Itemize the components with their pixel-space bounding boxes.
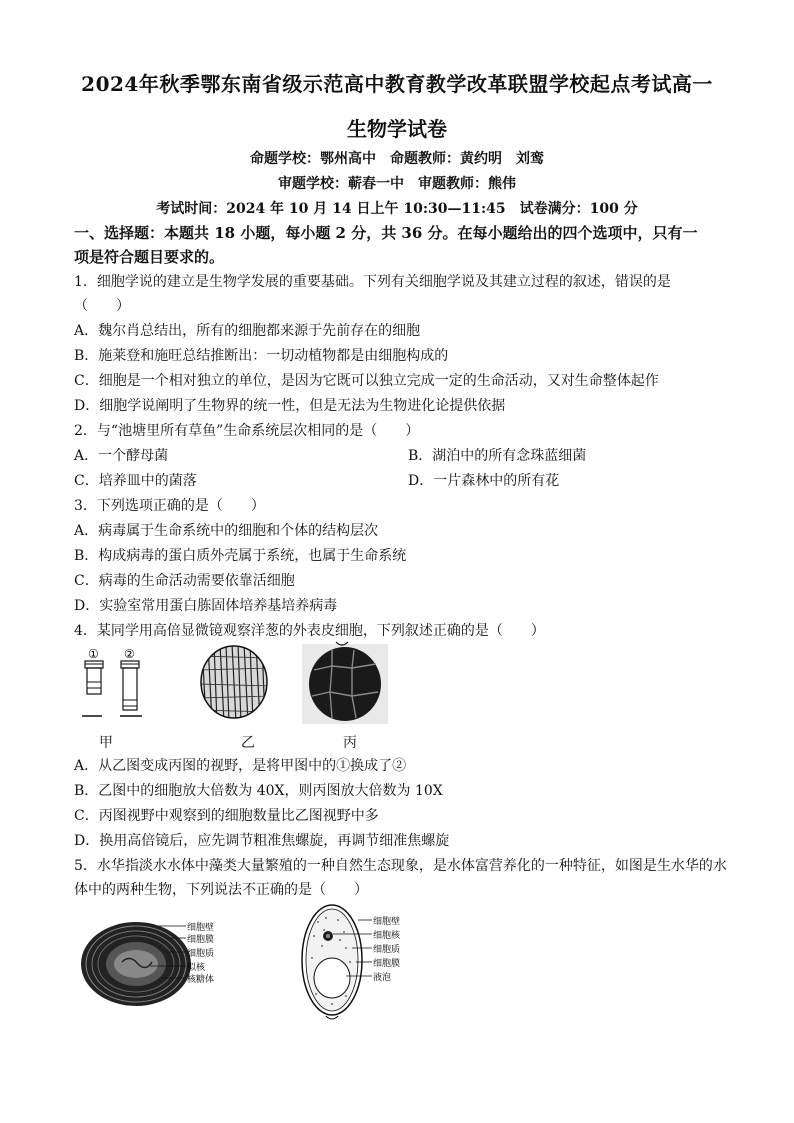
q4-option-a: A．从乙图变成丙图的视野，是将甲图中的①换成了②	[74, 758, 407, 774]
question-5-stem: 5．水华指淡水水体中藻类大量繁殖的一种自然生态现象，是水体富营养化的一种特征，如图是生水华的水	[74, 858, 727, 874]
high-power-field-figure	[302, 640, 388, 724]
q4-option-d: D．换用高倍镜后，应先调节粗准焦螺旋，再调节细准焦螺旋	[74, 833, 450, 849]
q2-option-d: D．一片森林中的所有花	[408, 473, 560, 489]
q4-option-c: C．丙图视野中观察到的细胞数量比乙图视野中多	[74, 808, 379, 824]
q2-option-c: C．培养皿中的菌落	[74, 473, 197, 489]
exam-title: 2024年秋季鄂东南省级示范高中教育教学改革联盟学校起点考试高一	[81, 72, 713, 96]
figure-label-bing: 丙	[343, 735, 357, 751]
question-5-stem-cont: 体中的两种生物，下列说法不正确的是（ ）	[74, 882, 368, 898]
q2-option-b: B．湖泊中的所有念珠蓝细菌	[408, 448, 587, 464]
question-2-stem: 2．与“池塘里所有草鱼”生命系统层次相同的是（ ）	[74, 423, 420, 439]
exam-subject-title: 生物学试卷	[347, 117, 447, 141]
eukaryote-label-3: 细胞膜	[373, 959, 401, 969]
eukaryote-label-4: 液泡	[373, 973, 392, 983]
setter-info: 命题学校：鄂州高中 命题教师：黄约明 刘鸾	[250, 151, 544, 167]
question-1-paren: （ ）	[74, 298, 130, 314]
q2-option-a: A．一个酵母菌	[74, 448, 169, 464]
q1-option-b: B．施莱登和施旺总结推断出：一切动植物都是由细胞构成的	[74, 348, 449, 364]
question-1-stem: 1．细胞学说的建立是生物学发展的重要基础。下列有关细胞学说及其建立过程的叙述，错误的是	[74, 274, 671, 290]
eukaryote-label-0: 细胞壁	[373, 917, 401, 927]
prokaryote-label-4: 核糖体	[187, 975, 215, 985]
reviewer-info: 审题学校：蕲春一中 审题教师：熊伟	[278, 176, 516, 192]
section-heading-cont: 项是符合题目要求的。	[74, 248, 225, 266]
q3-option-b: B．构成病毒的蛋白质外壳属于系统，也属于生命系统	[74, 548, 407, 564]
eukaryote-label-1: 细胞核	[373, 931, 401, 941]
q3-option-d: D．实验室常用蛋白胨固体培养基培养病毒	[74, 598, 338, 614]
exam-time-info: 考试时间：2024 年 10 月 14 日上午 10:30—11:45 试卷满分：100 分	[156, 201, 638, 217]
objective-lenses-figure	[80, 644, 160, 722]
low-power-field-figure	[198, 644, 272, 722]
q1-option-c: C．细胞是一个相对独立的单位，是因为它既可以独立完成一定的生命活动，又对生命整体起作	[74, 373, 659, 389]
q4-option-b: B．乙图中的细胞放大倍数为 40X，则丙图放大倍数为 10X	[74, 783, 443, 799]
section-heading: 一、选择题：本题共 18 小题，每小题 2 分，共 36 分。在每小题给出的四个选项中，只有一	[74, 224, 698, 242]
prokaryote-cell-diagram	[78, 912, 228, 1012]
q3-option-c: C．病毒的生命活动需要依靠活细胞	[74, 573, 295, 589]
eukaryote-cell-diagram	[296, 902, 416, 1024]
figure-label-jia: 甲	[99, 735, 113, 751]
prokaryote-label-3: 拟核	[187, 963, 206, 973]
eukaryote-label-2: 细胞质	[373, 945, 401, 955]
q1-option-d: D．细胞学说阐明了生物界的统一性，但是无法为生物进化论提供依据	[74, 398, 506, 414]
figure-label-yi: 乙	[241, 735, 255, 751]
prokaryote-label-1: 细胞膜	[187, 935, 215, 945]
prokaryote-label-0: 细胞壁	[187, 923, 215, 933]
q3-option-a: A．病毒属于生命系统中的细胞和个体的结构层次	[74, 523, 379, 539]
lens-2-label: ②	[124, 647, 135, 661]
question-4-stem: 4．某同学用高倍显微镜观察洋葱的外表皮细胞，下列叙述正确的是（ ）	[74, 623, 545, 639]
lens-1-label: ①	[88, 647, 99, 661]
question-3-stem: 3．下列选项正确的是（ ）	[74, 498, 265, 514]
q1-option-a: A．魏尔肖总结出，所有的细胞都来源于先前存在的细胞	[74, 323, 421, 339]
prokaryote-label-2: 细胞质	[187, 949, 215, 959]
